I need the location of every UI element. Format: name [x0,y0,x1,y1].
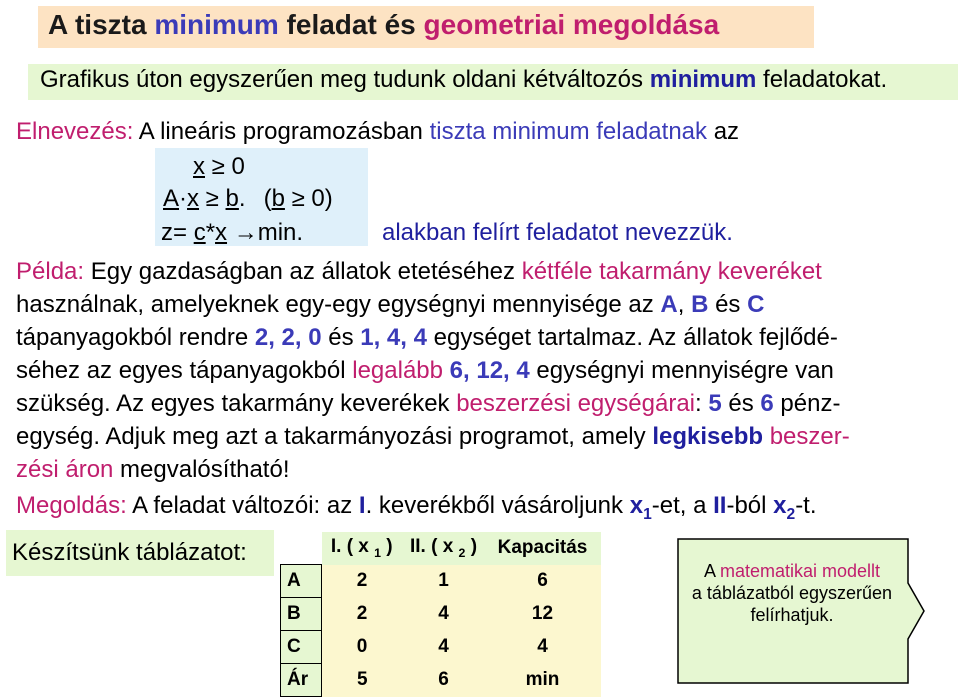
cell-capacity: 12 [485,598,601,631]
def-matrix-a: A [163,185,180,212]
def-cond-var: b [271,185,285,212]
def-relation: ≥ [199,185,226,212]
header-text: ) [465,536,478,558]
price-2: 6 [760,390,774,417]
nutrient-b: B [691,291,709,318]
callout-highlight: matematikai modellt [719,561,881,581]
example-text: és [321,324,361,351]
example-text: egység. Adjuk meg azt a takarmányozási programot, amely [16,423,653,450]
row-label: A [281,565,322,598]
nutrient-c: C [747,291,765,318]
example-text: és [721,390,761,417]
row-label: B [281,598,322,631]
cell-mix-2: 1 [403,565,485,598]
naming-label: Elnevezés: [16,118,134,145]
def-period: . [238,185,246,212]
row-label: Ár [281,664,322,697]
def-dot: · [179,185,188,212]
example-label: Példa: [16,258,85,285]
example-text: tápanyagokból rendre [16,324,255,351]
title-text-4: geometriai megoldása [423,9,720,40]
title-text-2: minimum [154,9,279,40]
header-text: II. [409,536,426,558]
mix-i: I [358,492,366,519]
callout-text-1: A [703,561,720,581]
def-var-x: x [193,153,205,180]
header-text: I. [330,536,342,558]
cell-mix-2: 4 [403,598,485,631]
definition-line-3 [161,219,303,247]
example-text: : [695,390,709,417]
example-text: egységnyi mennyiségre van [529,357,834,384]
title-text-1: A tiszta [48,9,155,40]
cell-capacity: 6 [485,565,601,598]
example-text: egységet tartalmaz. Az állatok fejlődé- [426,324,838,351]
required-amounts: 6, 12, 4 [449,357,530,384]
cell-mix-1: 2 [322,565,403,598]
example-text: , [677,291,692,318]
table-row [281,565,601,598]
header-text: ( x [425,536,459,558]
def-relation: ≥ 0 [205,153,245,180]
cell-capacity: min [485,664,601,697]
example-text: és [708,291,748,318]
solution-text: -et, a [651,492,714,519]
example-highlight: legalább [352,357,443,384]
naming-text-3: az [707,118,740,145]
def-var-x: x [187,185,200,212]
subtitle [40,66,887,94]
def-star: * [205,219,216,246]
solution-text: A feladat változói: az [126,492,359,519]
example-text: Egy gazdaságban az állatok etetéséhez [84,258,522,285]
table-header-row [281,532,601,565]
definition-line-2 [163,185,333,213]
naming-line [16,118,739,146]
solution-text: -t. [795,492,817,519]
def-z: z= [161,219,194,246]
def-cond-relation: ≥ 0) [284,185,333,212]
cell-mix-2: 4 [403,631,485,664]
cell-mix-1: 0 [322,631,403,664]
make-table-label: Készítsünk táblázatot: [12,539,247,566]
table-row [281,598,601,631]
subtitle-text-2: minimum [649,66,757,93]
row-label: C [281,631,322,664]
cell-mix-1: 5 [322,664,403,697]
example-line-7 [16,456,290,484]
example-highlight: beszerzési egységárai [456,390,695,417]
solution-text: -ból [726,492,774,519]
example-line-1 [16,258,822,286]
example-text: megvalósítható! [113,456,290,483]
var-x1-sub: 1 [643,505,652,523]
solution-text: . keverékből vásároljunk [365,492,630,519]
example-highlight: beszer- [763,423,850,450]
table-corner [281,532,322,565]
def-var-c: c [193,219,206,246]
def-min: →min. [227,219,304,246]
example-highlight: kétféle takarmány keveréket [521,258,822,285]
definition-suffix: alakban felírt feladatot nevezzük. [382,219,733,246]
example-line-2 [16,291,764,319]
example-text [443,357,450,384]
solution-line [16,492,817,524]
values-mix-2: 1, 4, 4 [360,324,427,351]
def-var-x: x [215,219,228,246]
example-line-5 [16,390,840,418]
example-highlight: zési áron [16,456,114,483]
table-row [281,631,601,664]
var-x2 [773,492,796,523]
naming-text-2: tiszta minimum feladatnak [429,118,708,145]
naming-text-1: A lineáris programozásban [133,118,430,145]
definition-line-1 [193,153,245,181]
var-x1 [629,492,652,523]
example-line-4 [16,357,834,385]
price-1: 5 [708,390,722,417]
header-sub: 2 [458,546,466,561]
nutrient-a: A [660,291,678,318]
header-text: ) [381,536,393,558]
example-text: pénz- [773,390,841,417]
mix-ii: II [713,492,727,519]
example-emphasis: legkisebb [652,423,764,450]
subtitle-text-1: Grafikus úton egyszerűen meg tudunk oldani kétváltozós [40,66,650,93]
values-mix-1: 2, 2, 0 [254,324,322,351]
example-line-6 [16,423,850,451]
cell-mix-1: 2 [322,598,403,631]
header-capacity: Kapacitás [485,532,601,565]
header-mix-1 [322,532,403,565]
var-x2-sub: 2 [786,505,796,523]
header-sub: 1 [374,546,382,561]
table-row [281,664,601,697]
example-text: szükség. Az egyes takarmány keverékek [16,390,457,417]
var-x1-letter: x [629,492,644,519]
cell-mix-2: 6 [403,664,485,697]
header-text: ( x [341,536,375,558]
example-line-3 [16,324,838,352]
title-text-3: feladat és [278,9,424,40]
page-title [48,9,719,41]
solution-label: Megoldás: [16,492,127,519]
callout-text-2: a táblázatból egyszerűen felírhatjuk. [691,583,893,625]
header-mix-2 [403,532,485,565]
data-table [280,532,601,697]
subtitle-text-3: feladatokat. [756,66,888,93]
def-cond-open: ( [263,185,272,212]
var-x2-letter: x [773,492,787,519]
def-var-b: b [225,185,239,212]
cell-capacity: 4 [485,631,601,664]
example-text: séhez az egyes tápanyagokból [16,357,353,384]
example-text: használnak, amelyeknek egy-egy egységnyi mennyisége az [16,291,661,318]
callout-text [676,560,908,626]
